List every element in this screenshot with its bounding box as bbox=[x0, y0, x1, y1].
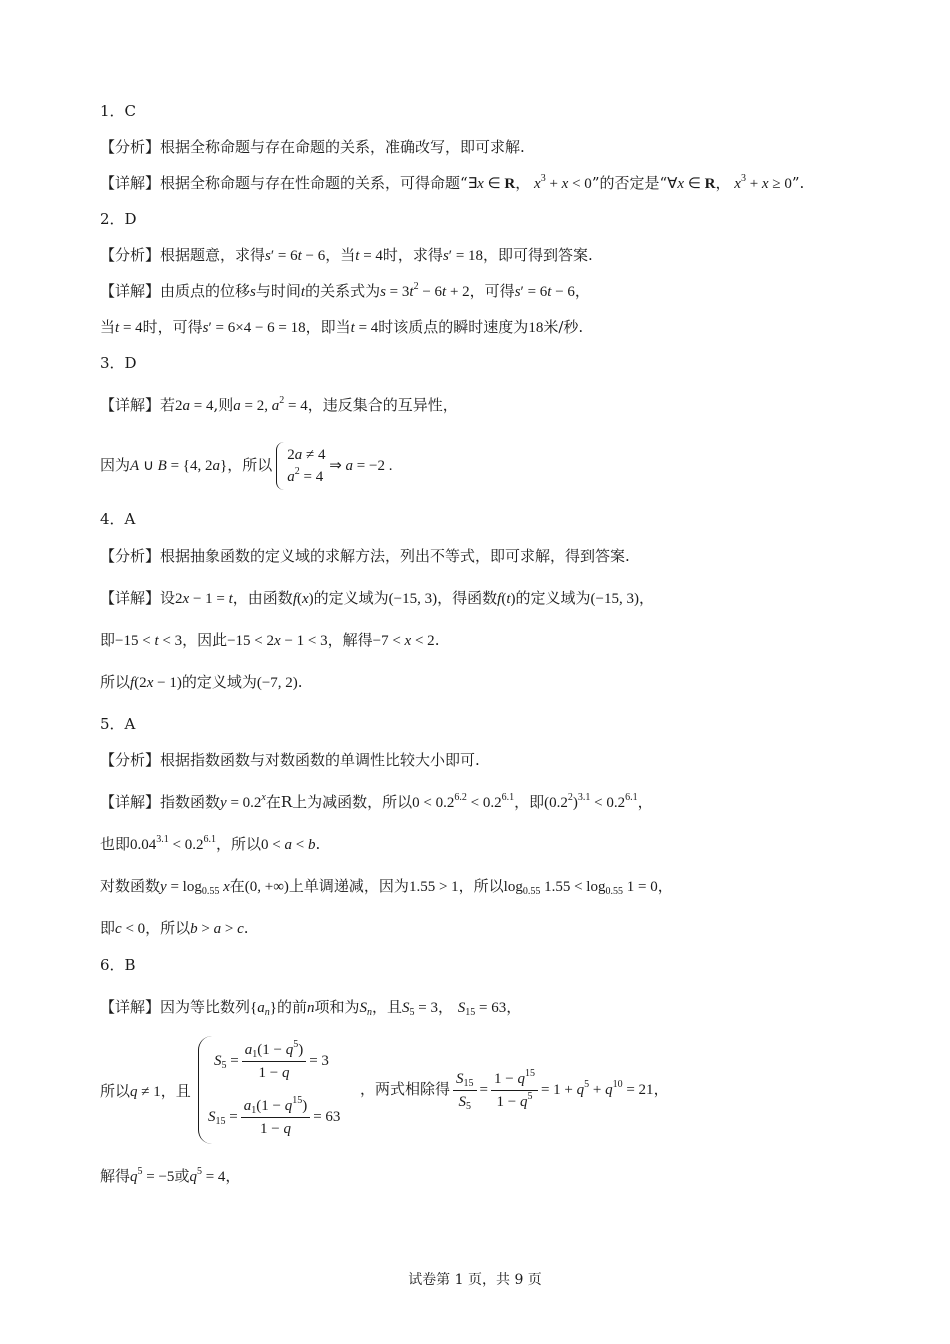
q5-analysis: 【分析】根据指数函数与对数函数的单调性比较大小即可. bbox=[100, 751, 480, 769]
q2-detail-line2: 当t = 4时，可得s′ = 6×4 − 6 = 18，即当t = 4时该质点的瞬时速度为18米/秒. bbox=[100, 318, 584, 336]
q1-analysis: 【分析】根据全称命题与存在命题的关系，准确改写，即可求解. bbox=[100, 138, 525, 156]
q6-solution: 解得$q^5 = -5$或$q^5 = 4$， bbox=[100, 1166, 241, 1185]
q1-heading: 1．C bbox=[100, 102, 137, 120]
q3-detail: 【详解】若2a = 4,则a = 2, $a^2 = 4$，违反集合的互异性， bbox=[100, 395, 458, 414]
q4-detail-line2: 即−15 < t < 3，因此−15 < 2x − 1 < 3，解得−7 < x < 2. bbox=[100, 631, 440, 649]
q6-eq2: $S_{15}$ = $\frac{a_1(1 - q^{15})}{1 - q}$ = 63 bbox=[208, 1095, 341, 1137]
q6-eq1: $S_5$ = $\frac{a_1(1 - q^5)}{1 - q}$ = 3 bbox=[214, 1039, 329, 1081]
q5-detail: 【详解】指数函数$y = 0.2^x$在R上为减函数，所以$0 < 0.2^{6.2} < 0.2^{6.1}$，即$(0.2^2)^{3.1} < 0.2^{6.1}$， bbox=[100, 792, 653, 811]
q2-analysis: 【分析】根据题意，求得s′ = 6t − 6，当t = 4时，求得s′ = 18，即可得到答案. bbox=[100, 246, 593, 264]
q3-equation-system: 2a ≠ 4 $a^2 = 4$ bbox=[276, 442, 325, 490]
q3-heading: 3．D bbox=[100, 354, 137, 372]
q6-division: ，两式相除得 $\frac{S_{15}}{S_5}$ = $\frac{1 - q^{15}}{1 - q^5}$ = $1 + q^5 + q^{10} = 21$， bbox=[360, 1068, 669, 1112]
q4-analysis: 【分析】根据抽象函数的定义域的求解方法，列出不等式，即可求解，得到答案. bbox=[100, 547, 630, 565]
q4-heading: 4．A bbox=[100, 510, 136, 528]
q6-prefix: 所以q ≠ 1，且 bbox=[100, 1082, 191, 1100]
q5-heading: 5．A bbox=[100, 715, 136, 733]
q5-detail-line3: 对数函数$y = \log_{0.55} x$在(0, +∞)上单调递减，因为1.55 > 1，所以$\log_{0.55} 1.55 < \log_{0.55} 1 = 0$， bbox=[100, 877, 673, 897]
q3-detail-line2: 因为A ∪ B = {4, 2a}，所以 2a ≠ 4 $a^2 = 4$ ⇒ a = −2 . bbox=[100, 442, 392, 490]
q5-detail-line2: 也即$0.04^{3.1} < 0.2^{6.1}$，所以0 < a < b. bbox=[100, 834, 321, 853]
q4-detail-line3: 所以f(2x − 1)的定义域为(−7, 2). bbox=[100, 673, 303, 691]
q6-detail: 【详解】因为等比数列$\{a_n\}$的前n项和为$S_n$，且$S_5 = 3$， $S_{15} = 63$， bbox=[100, 998, 522, 1018]
q4-detail: 【详解】设2x − 1 = t，由函数f(x)的定义域为(−15, 3)，得函数f(t)的定义域为(−15, 3)， bbox=[100, 589, 654, 607]
q1-detail: 【详解】根据全称命题与存在性命题的关系，可得命题“∃x ∈ R， $x^3 + x < 0$”的否定是“∀x ∈ R， $x^3 + x \ge 0$”. bbox=[100, 173, 805, 192]
page-footer: 试卷第 1 页，共 9 页 bbox=[408, 1272, 542, 1288]
q6-heading: 6．B bbox=[100, 956, 136, 974]
q2-heading: 2．D bbox=[100, 210, 137, 228]
q5-detail-line4: 即c < 0，所以b > a > c. bbox=[100, 919, 249, 937]
q2-detail: 【详解】由质点的位移s与时间t的关系式为$s = 3t^2 - 6t + 2$，可得s′ = 6t − 6， bbox=[100, 281, 590, 300]
